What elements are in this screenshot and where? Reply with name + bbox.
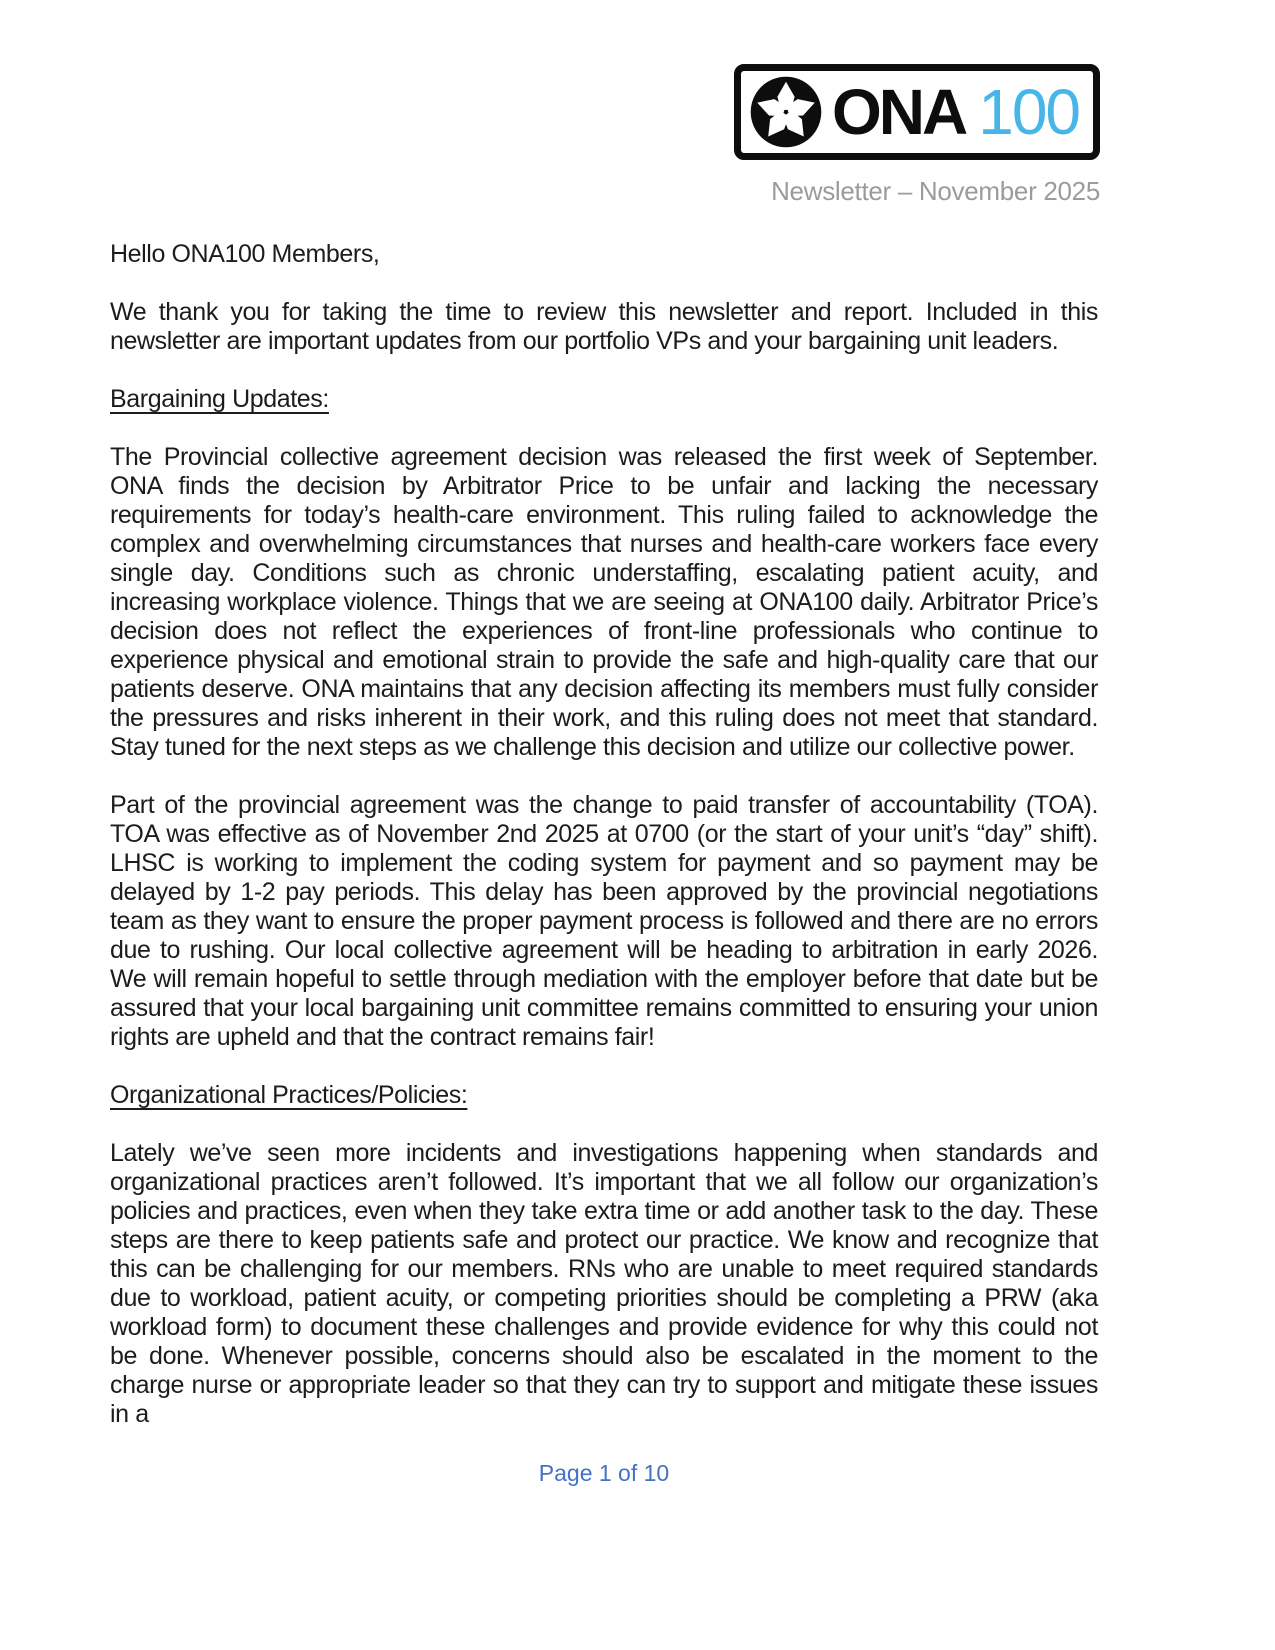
page-number-label: Page 1 of 10 bbox=[538, 1460, 670, 1486]
newsletter-subtitle: Newsletter – November 2025 bbox=[771, 176, 1100, 206]
greeting-line: Hello ONA100 Members, bbox=[110, 240, 380, 268]
intro-paragraph: We thank you for taking the time to review this newsletter and report. Included in this newsletter are important updates from our portfolio VPs and your bargaining unit leaders. bbox=[110, 298, 1098, 355]
ona100-logo bbox=[734, 64, 1100, 160]
document-body bbox=[110, 240, 1098, 1458]
logo-text-ona: ONA bbox=[832, 76, 966, 148]
organizational-paragraph-1: Lately we’ve seen more incidents and investigations happening when standards and organizational practices aren’t followed. It’s important that we all follow our organization’s policies and practices, even when they take extra time or add another task to the day. These steps are there to keep patients safe and protect our practice. We know and recognize that this can be challenging for our members. RNs who are unable to meet required standards due to workload, patient acuity, or competing priorities should be completing a PRW (aka workload form) to document these challenges and provide evidence for why this could not be done. Whenever possible, concerns should also be escalated in the moment to the charge nurse or appropriate leader so that they can try to support and mitigate these issues in a bbox=[110, 1139, 1098, 1428]
ona-flower-icon bbox=[750, 76, 822, 148]
header bbox=[734, 64, 1100, 207]
page-footer bbox=[110, 1460, 1098, 1487]
bargaining-paragraph-2: Part of the provincial agreement was the change to paid transfer of accountability (TOA). TOA was effective as of November 2nd 2025 at 0700 (or the start of your unit’s “day” shift). LHSC is working to implement the coding system for payment and so payment may be delayed by 1-2 pay periods. This delay has been approved by the provincial negotiations team as they want to ensure the proper payment process is followed and there are no errors due to rushing. Our local collective agreement will be heading to arbitration in early 2026. We will remain hopeful to settle through mediation with the employer before that date but be assured that your local bargaining unit committee remains committed to ensuring your union rights are upheld and that the contract remains fair! bbox=[110, 791, 1098, 1051]
logo-text-100: 100 bbox=[978, 76, 1079, 148]
bargaining-paragraph-1: The Provincial collective agreement decision was released the first week of September. ONA finds the decision by Arbitrator Price to be unfair and lacking the necessary requirements for today’s health-care environment. This ruling failed to acknowledge the complex and overwhelming circumstances that nurses and health-care workers face every single day. Conditions such as chronic understaffing, escalating patient acuity, and increasing workplace violence. Things that we are seeing at ONA100 daily. Arbitrator Price’s decision does not reflect the experiences of front-line professionals who continue to experience physical and emotional strain to provide the safe and high-quality care that our patients deserve. ONA maintains that any decision affecting its members must fully consider the pressures and risks inherent in their work, and this ruling does not meet that standard. Stay tuned for the next steps as we challenge this decision and utilize our collective power. bbox=[110, 443, 1098, 761]
heading-bargaining-updates: Bargaining Updates: bbox=[110, 385, 329, 413]
heading-organizational-practices: Organizational Practices/Policies: bbox=[110, 1081, 468, 1109]
